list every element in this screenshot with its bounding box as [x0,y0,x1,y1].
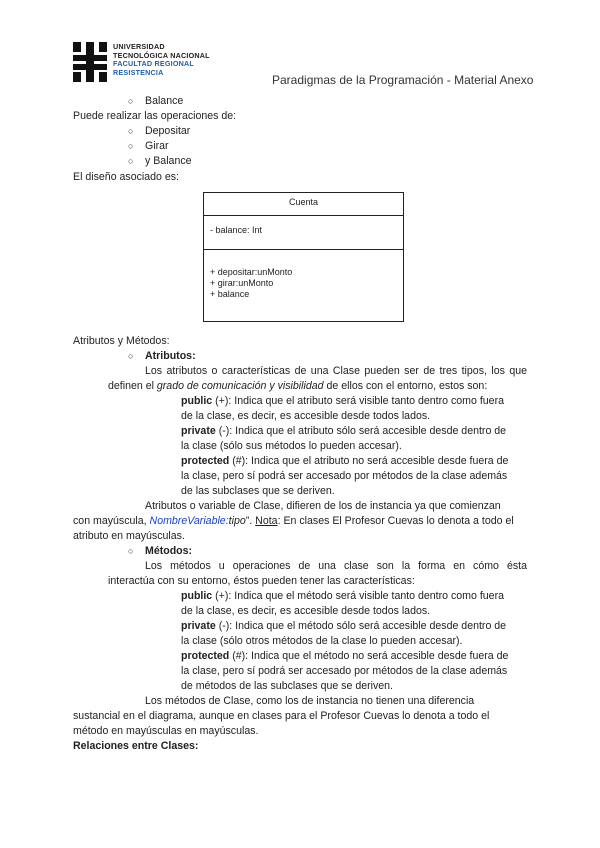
list-item: Balance [145,95,184,107]
institution-name [113,43,210,77]
visibility-private: private (-): Indica que el método sólo será accesible desde dentro de [181,620,507,632]
visibility-public: public (+): Indica que el atributo será visible tanto dentro como fuera [181,395,504,407]
paragraph-line: definen el grado de comunicación y visibilidad de ellos con el entorno, estos son: [108,380,488,392]
bullet-icon: ○ [128,126,134,136]
logo-line-1: UNIVERSIDAD [113,42,165,51]
paragraph-line: atributo en mayúsculas. [73,530,185,542]
section-heading: Atributos y Métodos: [73,335,170,347]
paragraph-line: de las subclases que se deriven. [181,485,335,497]
logo-line-2: TECNOLÓGICA NACIONAL [113,50,210,60]
paragraph-line: Los atributos o características de una Clase pueden ser de tres tipos, los que [145,365,527,377]
paragraph-line: de la clase, es decir, es accesible desde todos lados. [181,410,431,422]
visibility-public: public (+): Indica que el método será visible tanto dentro como fuera [181,590,504,602]
logo-line-4: RESISTENCIA [113,67,164,77]
document-title: Paradigmas de la Programación - Material Anexo [272,73,534,87]
paragraph-line: Los métodos de Clase, como los de instancia no tienen una diferencia [145,695,475,707]
bullet-icon: ○ [128,156,134,166]
visibility-private: private (-): Indica que el atributo sólo será accesible desde dentro de [181,425,507,437]
uml-method: + balance [210,289,250,299]
paragraph-line: la clase, pero sí podrá ser accesado por métodos de la clase además [181,665,508,677]
list-item: Depositar [145,125,191,137]
bullet-icon: ○ [128,546,134,556]
paragraph-line: de la clase, es decir, es accesible desde todos lados. [181,605,431,617]
paragraph-line: la clase, pero sí podrá ser accesado por métodos de la clase además [181,470,508,482]
paragraph-line: la clase (sólo otros métodos de la clase lo pueden accesar). [181,635,463,647]
paragraph-line: Los métodos u operaciones de una clase son la forma en cómo ésta [145,560,527,572]
utn-logo-icon [73,42,107,82]
paragraph-line: con mayúscula, NombreVariable:tipo”. Nota: En clases El Profesor Cuevas lo denota a todo el [73,515,514,527]
operations-intro: Puede realizar las operaciones de: [73,110,237,122]
bullet-icon: ○ [128,96,134,106]
paragraph-line: método en mayúsculas en mayúsculas. [73,725,259,737]
uml-method: + depositar:unMonto [210,267,293,277]
uml-method: + girar:unMonto [210,278,274,288]
subsection-heading: Métodos: [145,545,193,557]
paragraph-line: interactúa con su entorno, éstos pueden tener las características: [108,575,415,587]
paragraph-line: de métodos de las subclases que se deriven. [181,680,394,692]
visibility-protected: protected (#): Indica que el atributo no será accesible desde fuera de [181,455,509,467]
bullet-icon: ○ [128,351,134,361]
paragraph-line: Atributos o variable de Clase, difieren de los de instancia ya que comienzan [145,500,501,512]
subsection-heading: Atributos: [145,350,196,362]
logo-line-3: FACULTAD REGIONAL [113,59,194,69]
uml-class-name: Cuenta [288,197,319,207]
bullet-icon: ○ [128,141,134,151]
list-item: y Balance [145,155,192,167]
paragraph-line: sustancial en el diagrama, aunque en clases para el Profesor Cuevas lo denota a todo el [73,710,490,722]
visibility-protected: protected (#): Indica que el método no será accesible desde fuera de [181,650,509,662]
section-heading: Relaciones entre Clases: [73,740,199,752]
list-item: Girar [145,140,169,152]
uml-attribute: - balance: Int [210,225,263,235]
design-intro: El diseño asociado es: [73,171,180,183]
uml-class-diagram [203,192,404,322]
paragraph-line: la clase (sólo sus métodos lo pueden accesar). [181,440,402,452]
